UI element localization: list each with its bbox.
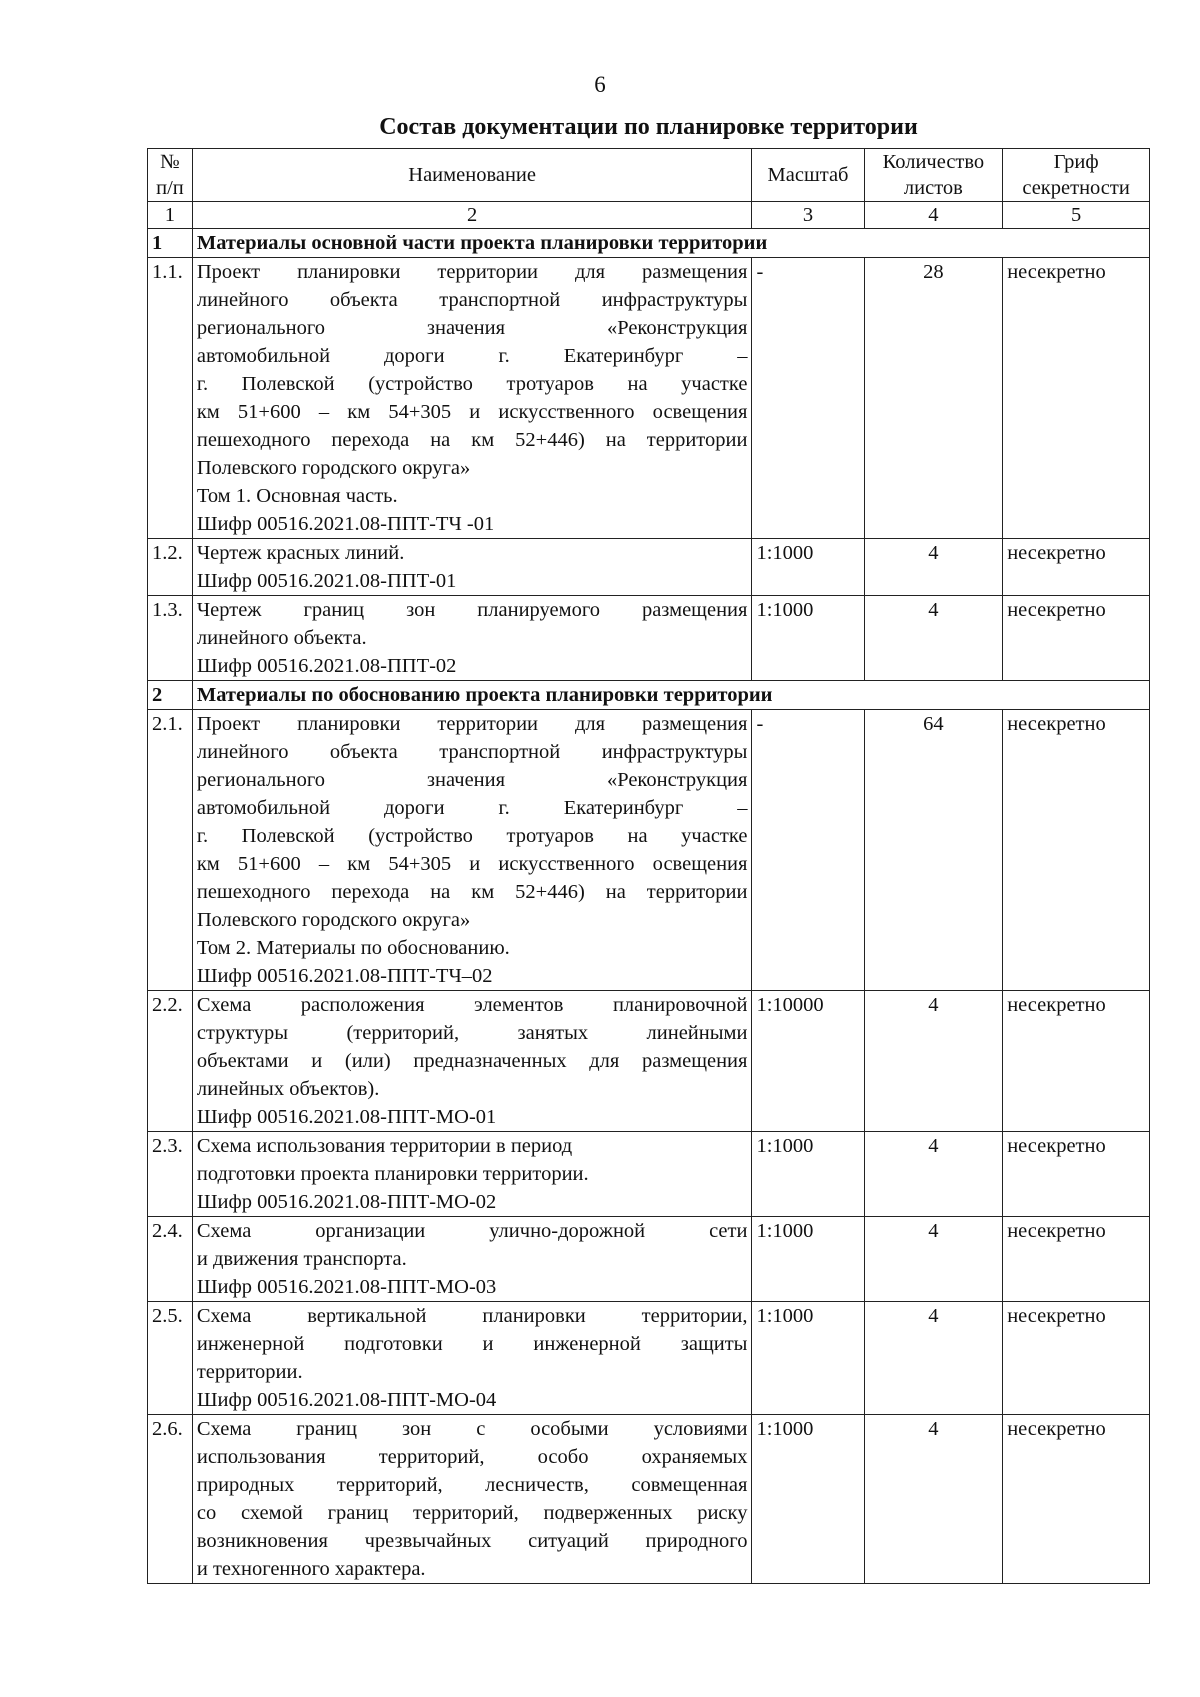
row-number: 2.2. xyxy=(148,991,193,1132)
section-number: 2 xyxy=(148,681,193,710)
row-name xyxy=(192,258,752,539)
row-scale: - xyxy=(752,710,864,991)
header-count: Количество листов xyxy=(864,149,1003,202)
column-index: 4 xyxy=(864,202,1003,229)
table-row xyxy=(148,1302,1150,1415)
documentation-table xyxy=(147,148,1150,1584)
row-secrecy: несекретно xyxy=(1003,1415,1150,1584)
row-name xyxy=(192,991,752,1132)
name-line: и техногенного характера. xyxy=(196,1558,426,1580)
name-line: территории. xyxy=(196,1361,303,1383)
row-scale: 1:1000 xyxy=(752,539,864,596)
row-number: 1.1. xyxy=(148,258,193,539)
row-secrecy: несекретно xyxy=(1003,539,1150,596)
row-secrecy: несекретно xyxy=(1003,596,1150,681)
row-number: 1.3. xyxy=(148,596,193,681)
table-row xyxy=(148,258,1150,539)
name-line: автомобильной дороги г. Екатеринбург – xyxy=(196,797,748,819)
name-line: Схема использования территории в период xyxy=(196,1135,573,1157)
row-name xyxy=(192,1415,752,1584)
row-scale: 1:10000 xyxy=(752,991,864,1132)
row-scale: 1:1000 xyxy=(752,1217,864,1302)
name-line: пешеходного перехода на км 52+446) на территории xyxy=(196,881,748,903)
name-line: возникновения чрезвычайных ситуаций природного xyxy=(196,1530,748,1552)
column-index: 5 xyxy=(1003,202,1150,229)
table-row xyxy=(148,991,1150,1132)
section-row xyxy=(148,229,1150,258)
name-line: Шифр 00516.2021.08-ППТ-МО-02 xyxy=(196,1191,497,1213)
row-secrecy: несекретно xyxy=(1003,1217,1150,1302)
table-row xyxy=(148,596,1150,681)
row-sheet-count: 4 xyxy=(864,1302,1003,1415)
row-sheet-count: 64 xyxy=(864,710,1003,991)
name-line: линейного объекта. xyxy=(196,627,367,649)
name-line: использования территорий, особо охраняемых xyxy=(196,1446,748,1468)
name-line: Шифр 00516.2021.08-ППТ-01 xyxy=(196,570,457,592)
row-number: 2.3. xyxy=(148,1132,193,1217)
row-sheet-count: 4 xyxy=(864,991,1003,1132)
page-number: 6 xyxy=(594,72,606,97)
table-row xyxy=(148,710,1150,991)
row-number: 2.4. xyxy=(148,1217,193,1302)
name-line: Шифр 00516.2021.08-ППТ-МО-01 xyxy=(196,1106,497,1128)
header-row xyxy=(148,149,1150,202)
name-line: регионального значения «Реконструкция xyxy=(196,769,748,791)
section-number: 1 xyxy=(148,229,193,258)
row-secrecy: несекретно xyxy=(1003,991,1150,1132)
name-line: Схема организации улично-дорожной сети xyxy=(196,1220,748,1242)
row-name xyxy=(192,539,752,596)
name-line: Чертеж границ зон планируемого размещения xyxy=(196,599,748,621)
column-index: 2 xyxy=(192,202,752,229)
name-line: объектами и (или) предназначенных для размещения xyxy=(196,1050,748,1072)
name-line: структуры (территорий, занятых линейными xyxy=(196,1022,748,1044)
name-line: пешеходного перехода на км 52+446) на территории xyxy=(196,429,748,451)
header-secrecy: Гриф секретности xyxy=(1003,149,1150,202)
name-line: г. Полевской (устройство тротуаров на участке xyxy=(196,825,748,847)
row-sheet-count: 4 xyxy=(864,1132,1003,1217)
document-title: Состав документации по планировке территории xyxy=(379,114,918,140)
name-line: со схемой границ территорий, подверженных риску xyxy=(196,1502,748,1524)
name-line: км 51+600 – км 54+305 и искусственного освещения xyxy=(196,853,748,875)
name-line: км 51+600 – км 54+305 и искусственного освещения xyxy=(196,401,748,423)
header-num: № п/п xyxy=(148,149,193,202)
row-number: 2.5. xyxy=(148,1302,193,1415)
name-line: регионального значения «Реконструкция xyxy=(196,317,748,339)
column-index: 1 xyxy=(148,202,193,229)
row-scale: 1:1000 xyxy=(752,1302,864,1415)
column-index-row xyxy=(148,202,1150,229)
name-line: автомобильной дороги г. Екатеринбург – xyxy=(196,345,748,367)
row-name xyxy=(192,596,752,681)
name-line: г. Полевской (устройство тротуаров на участке xyxy=(196,373,748,395)
table-row xyxy=(148,1132,1150,1217)
table-row xyxy=(148,539,1150,596)
row-sheet-count: 28 xyxy=(864,258,1003,539)
row-name xyxy=(192,1217,752,1302)
table-row xyxy=(148,1217,1150,1302)
header-name: Наименование xyxy=(192,149,752,202)
header-scale: Масштаб xyxy=(752,149,864,202)
row-secrecy: несекретно xyxy=(1003,1132,1150,1217)
name-line: Шифр 00516.2021.08-ППТ-МО-04 xyxy=(196,1389,497,1411)
row-name xyxy=(192,710,752,991)
column-index: 3 xyxy=(752,202,864,229)
name-line: Проект планировки территории для размещения xyxy=(196,713,748,735)
name-line: Шифр 00516.2021.08-ППТ-ТЧ -01 xyxy=(196,513,495,535)
table-row xyxy=(148,1415,1150,1584)
row-secrecy: несекретно xyxy=(1003,1302,1150,1415)
name-line: Полевского городского округа» xyxy=(196,457,471,479)
name-line: Полевского городского округа» xyxy=(196,909,471,931)
name-line: Шифр 00516.2021.08-ППТ-МО-03 xyxy=(196,1276,497,1298)
name-line: линейных объектов). xyxy=(196,1078,380,1100)
name-line: и движения транспорта. xyxy=(196,1248,407,1270)
name-line: Схема границ зон с особыми условиями xyxy=(196,1418,748,1440)
row-secrecy: несекретно xyxy=(1003,258,1150,539)
row-scale: 1:1000 xyxy=(752,1415,864,1584)
row-sheet-count: 4 xyxy=(864,539,1003,596)
name-line: Том 1. Основная часть. xyxy=(196,485,398,507)
row-number: 2.6. xyxy=(148,1415,193,1584)
section-row xyxy=(148,681,1150,710)
name-line: Шифр 00516.2021.08-ППТ-02 xyxy=(196,655,457,677)
row-number: 2.1. xyxy=(148,710,193,991)
name-line: природных территорий, лесничеств, совмещенная xyxy=(196,1474,748,1496)
name-line: подготовки проекта планировки территории. xyxy=(196,1163,589,1185)
name-line: Схема расположения элементов планировочной xyxy=(196,994,748,1016)
row-number: 1.2. xyxy=(148,539,193,596)
name-line: Шифр 00516.2021.08-ППТ-ТЧ–02 xyxy=(196,965,493,987)
name-line: Схема вертикальной планировки территории, xyxy=(196,1305,748,1327)
name-line: линейного объекта транспортной инфраструктуры xyxy=(196,741,748,763)
row-scale: - xyxy=(752,258,864,539)
row-sheet-count: 4 xyxy=(864,1415,1003,1584)
row-scale: 1:1000 xyxy=(752,1132,864,1217)
row-scale: 1:1000 xyxy=(752,596,864,681)
section-title: Материалы основной части проекта планировки территории xyxy=(192,229,1149,258)
row-name xyxy=(192,1302,752,1415)
name-line: инженерной подготовки и инженерной защиты xyxy=(196,1333,748,1355)
name-line: Чертеж красных линий. xyxy=(196,542,405,564)
name-line: линейного объекта транспортной инфраструктуры xyxy=(196,289,748,311)
name-line: Том 2. Материалы по обоснованию. xyxy=(196,937,510,959)
row-secrecy: несекретно xyxy=(1003,710,1150,991)
row-sheet-count: 4 xyxy=(864,596,1003,681)
table-body xyxy=(148,229,1150,1584)
row-name xyxy=(192,1132,752,1217)
row-sheet-count: 4 xyxy=(864,1217,1003,1302)
name-line: Проект планировки территории для размещения xyxy=(196,261,748,283)
section-title: Материалы по обоснованию проекта планировки территории xyxy=(192,681,1149,710)
